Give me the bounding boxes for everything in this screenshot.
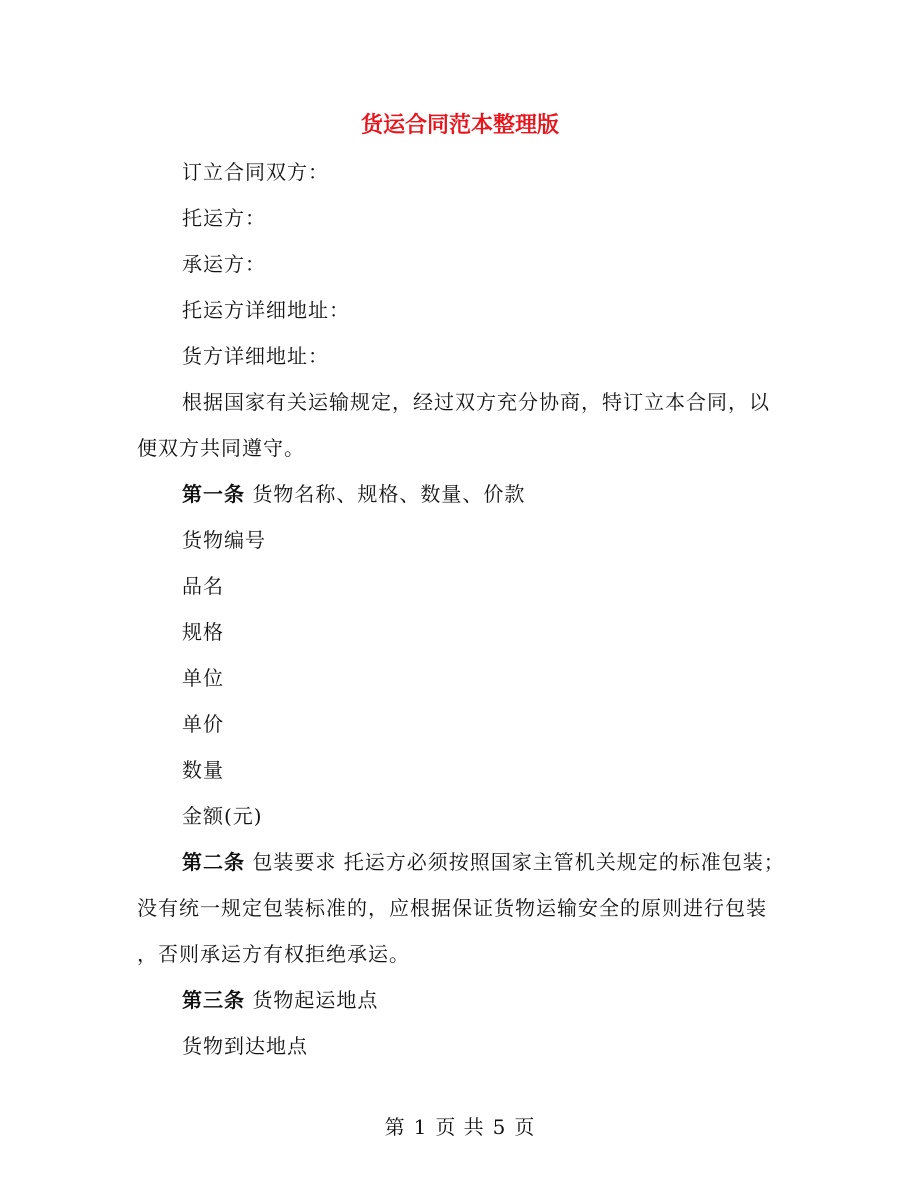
page-footer xyxy=(0,1111,920,1140)
article-2-line-2: 没有统一规定包装标准的，应根据保证货物运输安全的原则进行包装 xyxy=(137,896,767,920)
article-3-text: 货物起运地点 xyxy=(252,988,379,1012)
field-quantity: 数量 xyxy=(182,758,224,782)
field-product-name: 品名 xyxy=(182,574,224,598)
field-goods-number: 货物编号 xyxy=(182,528,266,552)
parties-heading: 订立合同双方： xyxy=(182,160,329,184)
page-title: 货运合同范本整理版 xyxy=(360,112,559,138)
footer-middle: 页 共 xyxy=(435,1115,485,1139)
article-1-heading: 第一条 xyxy=(182,482,245,506)
article-2-text: 包装要求 托运方必须按照国家主管机关规定的标准包装； xyxy=(252,850,785,874)
shipper-address-label: 托运方详细地址： xyxy=(182,298,350,322)
field-unit: 单位 xyxy=(182,666,224,690)
footer-total-pages: 5 xyxy=(492,1115,507,1139)
article-3-heading: 第三条 xyxy=(182,988,245,1012)
article-1-text: 货物名称、规格、数量、价款 xyxy=(252,482,526,506)
preamble-line-1: 根据国家有关运输规定，经过双方充分协商，特订立本合同，以 xyxy=(182,390,770,414)
article-3-line-2: 货物到达地点 xyxy=(182,1034,308,1058)
article-1 xyxy=(182,482,525,506)
article-2-heading: 第二条 xyxy=(182,850,245,874)
footer-prefix: 第 xyxy=(384,1115,406,1139)
field-specification: 规格 xyxy=(182,620,224,644)
article-2-line-3: ，否则承运方有权拒绝承运。 xyxy=(137,942,410,966)
footer-page-number: 1 xyxy=(413,1115,428,1139)
preamble-line-2: 便双方共同遵守。 xyxy=(137,436,305,460)
shipper-label: 托运方： xyxy=(182,206,266,230)
article-2 xyxy=(182,850,785,874)
carrier-label: 承运方： xyxy=(182,252,266,276)
article-3 xyxy=(182,988,378,1012)
cargo-address-label: 货方详细地址： xyxy=(182,344,329,368)
footer-suffix: 页 xyxy=(514,1115,536,1139)
field-amount: 金额(元) xyxy=(182,804,263,828)
field-unit-price: 单价 xyxy=(182,712,224,736)
